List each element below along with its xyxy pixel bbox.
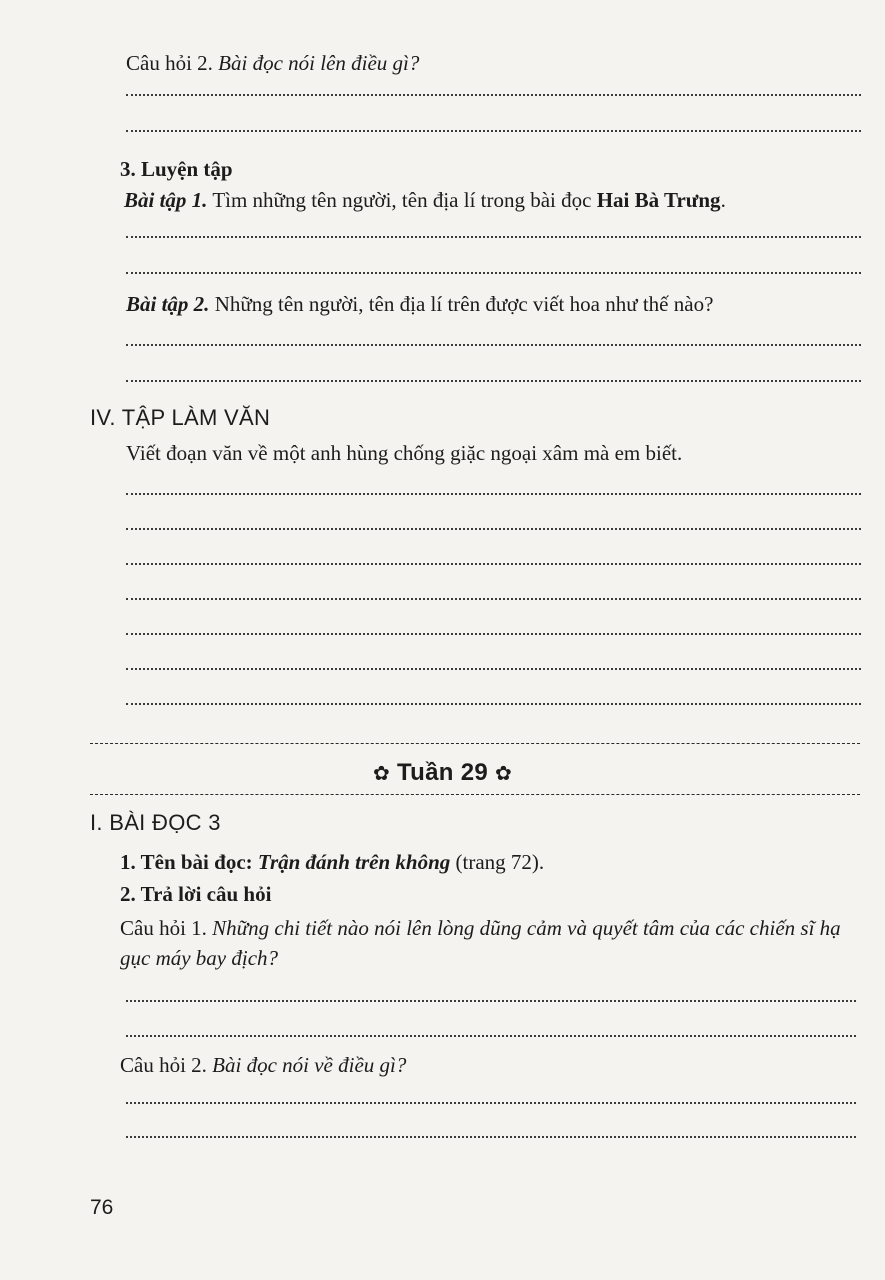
rq1-label: Câu hỏi 1. (120, 916, 207, 940)
exercise-2 (126, 291, 713, 317)
answer-line[interactable] (126, 130, 861, 132)
answer-line[interactable] (126, 94, 861, 96)
page-number: 76 (90, 1196, 114, 1219)
answer-line[interactable] (126, 633, 861, 635)
ex1-text: Tìm những tên người, tên địa lí trong bài đọc (212, 188, 592, 212)
rq2-label: Câu hỏi 2. (120, 1053, 207, 1077)
item1-title: Trận đánh trên không (257, 850, 451, 874)
answer-line[interactable] (126, 380, 861, 382)
week-label: Tuần 29 (396, 759, 488, 786)
exercise-1 (124, 187, 726, 213)
answer-line[interactable] (126, 1102, 856, 1104)
item1-label: 1. Tên bài đọc: (120, 850, 253, 874)
flower-icon: ✿ (494, 763, 513, 785)
reading-item-2: 2. Trả lời câu hỏi (120, 882, 272, 906)
answer-line[interactable] (126, 563, 861, 565)
ex1-title: Hai Bà Trưng (596, 188, 721, 212)
reading-heading: I. BÀI ĐỌC 3 (90, 810, 221, 835)
answer-line[interactable] (126, 1000, 856, 1002)
top-q2-text: Bài đọc nói lên điều gì? (218, 51, 420, 75)
reading-question-2 (120, 1052, 406, 1078)
answer-line[interactable] (126, 236, 861, 238)
flower-icon: ✿ (372, 763, 391, 785)
writing-prompt: Viết đoạn văn về một anh hùng chống giặc ngoại xâm mà em biết. (126, 441, 683, 465)
ex1-label: Bài tập 1. (124, 188, 208, 212)
top-q2-label: Câu hỏi 2. (126, 51, 213, 75)
divider-top (90, 743, 860, 744)
item1-page: (trang 72). (455, 850, 545, 874)
answer-line[interactable] (126, 528, 861, 530)
ex2-label: Bài tập 2. (126, 292, 210, 316)
answer-line[interactable] (126, 668, 861, 670)
rq2-text: Bài đọc nói về điều gì? (212, 1053, 407, 1077)
answer-line[interactable] (126, 1136, 856, 1138)
answer-line[interactable] (126, 703, 861, 705)
writing-heading: IV. TẬP LÀM VĂN (90, 405, 271, 430)
top-question-2 (126, 50, 419, 76)
rq1-text: Những chi tiết nào nói lên lòng dũng cảm và quyết tâm của các chiến sĩ hạ gục máy bay địch? (120, 916, 841, 970)
reading-item-1 (120, 849, 544, 875)
reading-question-1 (120, 913, 860, 973)
answer-line[interactable] (126, 344, 861, 346)
practice-heading: 3. Luyện tập (120, 157, 233, 181)
answer-line[interactable] (126, 598, 861, 600)
divider-bottom (90, 794, 860, 795)
answer-line[interactable] (126, 1035, 856, 1037)
ex2-text: Những tên người, tên địa lí trên được viết hoa như thế nào? (214, 292, 714, 316)
week-title (0, 759, 885, 787)
ex1-end: . (720, 188, 726, 212)
answer-line[interactable] (126, 272, 861, 274)
answer-line[interactable] (126, 493, 861, 495)
